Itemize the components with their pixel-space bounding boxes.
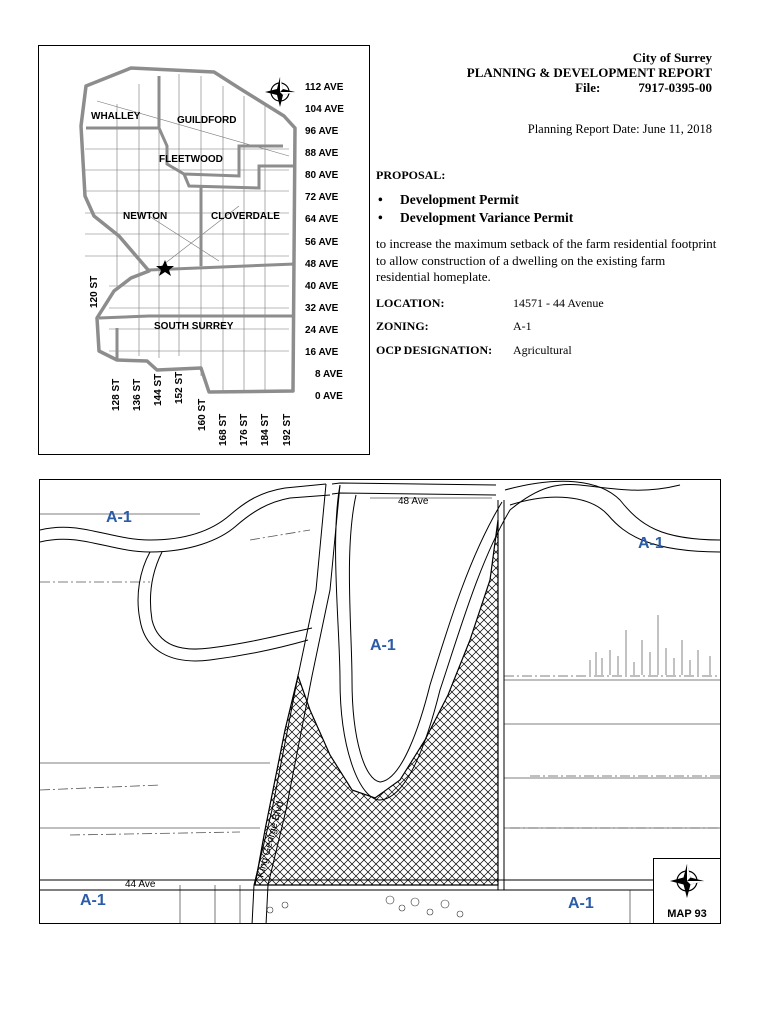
avenue-label: 80 AVE xyxy=(305,170,339,181)
ocp-value: Agricultural xyxy=(513,343,572,357)
ditch-lines xyxy=(40,530,721,835)
file-label: File: xyxy=(575,80,601,95)
zoning-label: ZONING: xyxy=(376,319,429,333)
avenue-label: 88 AVE xyxy=(305,148,339,159)
zone-map xyxy=(39,479,721,924)
location-value: 14571 - 44 Avenue xyxy=(513,296,604,310)
street-label: 168 ST xyxy=(218,413,229,446)
avenue-label: 72 AVE xyxy=(305,192,339,203)
compass-rose-icon xyxy=(654,859,720,903)
road-label-44-ave: 44 Ave xyxy=(125,879,156,890)
street-label: 192 ST xyxy=(282,413,293,446)
zone-label: A-1 xyxy=(106,509,132,526)
city-name: City of Surrey xyxy=(632,50,712,65)
street-label: 144 ST xyxy=(153,373,164,406)
avenue-label: 40 AVE xyxy=(305,281,339,292)
district-label-guildford: GUILDFORD xyxy=(177,115,237,126)
ocp-label: OCP DESIGNATION: xyxy=(376,343,493,357)
district-label-newton: NEWTON xyxy=(123,211,168,222)
file-row xyxy=(467,80,712,95)
street-label: 176 ST xyxy=(239,413,250,446)
zoning-value: A-1 xyxy=(513,319,532,333)
avenue-label: 8 AVE xyxy=(315,369,343,380)
road-label-48-ave: 48 Ave xyxy=(398,496,429,507)
avenue-label: 24 AVE xyxy=(305,325,339,336)
street-label: 128 ST xyxy=(111,378,122,411)
avenue-label: 32 AVE xyxy=(305,303,339,314)
location-label: LOCATION: xyxy=(376,296,445,310)
avenue-label: 104 AVE xyxy=(305,104,344,115)
permit-list xyxy=(376,191,573,227)
map-badge xyxy=(653,858,720,923)
street-label: 184 ST xyxy=(260,413,271,446)
zone-label: A-1 xyxy=(370,637,396,654)
key-map-svg xyxy=(39,46,371,456)
street-label: 120 ST xyxy=(89,275,100,308)
street-label: 136 ST xyxy=(132,378,143,411)
file-number: 7917-0395-00 xyxy=(638,80,712,95)
avenue-label: 96 AVE xyxy=(305,126,339,137)
district-label-south-surrey: SOUTH SURREY xyxy=(154,321,234,332)
compass-rose-icon xyxy=(265,77,295,107)
zone-label: A-1 xyxy=(568,895,594,912)
district-label-fleetwood: FLEETWOOD xyxy=(159,154,223,165)
report-header xyxy=(467,50,712,95)
district-label-whalley: WHALLEY xyxy=(91,111,141,122)
permit-item: • Development Permit xyxy=(376,191,573,209)
street-label: 160 ST xyxy=(197,398,208,431)
proposal-description: to increase the maximum setback of the farm residential footprint to allow construction of a dwelling on the existing farm residential homeplate. xyxy=(376,236,717,284)
avenue-label: 56 AVE xyxy=(305,237,339,248)
proposal-title: PROPOSAL: xyxy=(376,168,446,182)
avenue-label: 64 AVE xyxy=(305,214,339,225)
zone-label: A-1 xyxy=(638,535,664,552)
road-label-king-george-blvd: King George Blvd xyxy=(255,800,287,879)
avenue-labels xyxy=(305,82,344,402)
report-date: Planning Report Date: June 11, 2018 xyxy=(527,122,712,136)
avenue-label: 112 AVE xyxy=(305,82,344,93)
avenue-label: 0 AVE xyxy=(315,391,343,402)
zone-label: A-1 xyxy=(80,892,106,909)
key-map xyxy=(38,45,370,455)
subject-property xyxy=(255,520,498,885)
avenue-label: 48 AVE xyxy=(305,259,339,270)
report-title: PLANNING & DEVELOPMENT REPORT xyxy=(466,65,712,80)
street-label: 152 ST xyxy=(174,371,185,404)
zone-map-svg xyxy=(40,480,721,924)
permit-item: • Development Variance Permit xyxy=(376,209,573,227)
map-number-label: MAP 93 xyxy=(667,908,707,920)
avenue-label: 16 AVE xyxy=(305,347,339,358)
district-label-cloverdale: CLOVERDALE xyxy=(211,211,280,222)
